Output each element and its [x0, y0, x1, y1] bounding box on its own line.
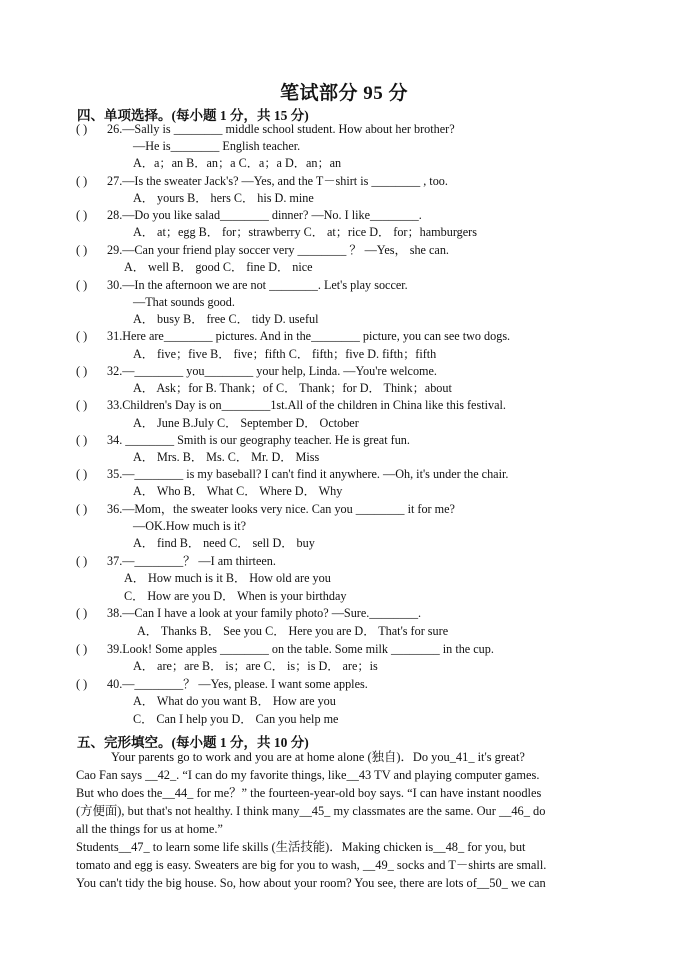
- question-stem: 36.—Mom，the sweater looks very nice. Can you ________ it for me?: [107, 502, 455, 516]
- question-option-line: A． yours B． hers C． his D. mine: [133, 191, 314, 205]
- cloze-text-line: Your parents go to work and you are at home alone (独自)．Do you_41_ it's great?: [111, 750, 525, 764]
- answer-bracket: ( ): [76, 502, 88, 516]
- answer-bracket: ( ): [76, 554, 88, 568]
- question-option-line: A． Ask；for B. Thank；of C． Thank；for D． Think；about: [133, 381, 452, 395]
- question-stem: 39.Look! Some apples ________ on the table. Some milk ________ in the cup.: [107, 642, 494, 656]
- answer-bracket: ( ): [76, 677, 88, 691]
- question-option-line: A．a；an B．an；a C．a；a D．an；an: [133, 156, 342, 170]
- question-stem: 38.—Can I have a look at your family photo? —Sure.________.: [107, 606, 422, 620]
- question-stem: 28.—Do you like salad________ dinner? —No. I like________.: [107, 208, 422, 222]
- question-stem: 31.Here are________ pictures. And in the________ picture, you can see two dogs.: [107, 329, 511, 343]
- question-stem: 33.Children's Day is on________1st.All of the children in China like this festival.: [107, 398, 506, 412]
- question-stem: 26.—Sally is ________ middle school student. How about her brother?: [107, 122, 455, 136]
- question-stem: 35.—________ is my baseball? I can't find it anywhere. —Oh, it's under the chair.: [107, 467, 509, 481]
- question-option-line: A． June B.July C． September D． October: [133, 416, 359, 430]
- question-option-line: A． How much is it B． How old are you: [124, 571, 331, 585]
- question-option-line: C． How are you D． When is your birthday: [124, 589, 347, 603]
- question-option-line: C． Can I help you D． Can you help me: [133, 712, 339, 726]
- question-option-line: A． Who B． What C． Where D． Why: [133, 484, 343, 498]
- question-stem: 32.—________ you________ your help, Linda. —You're welcome.: [107, 364, 437, 378]
- question-stem: 29.—Can your friend play soccer very ________ ？ —Yes， she can.: [107, 243, 449, 257]
- question-option-line: A． are；are B． is；are C． is；is D． are；is: [133, 659, 378, 673]
- answer-bracket: ( ): [76, 642, 88, 656]
- question-option-line: A． well B． good C． fine D． nice: [124, 260, 313, 274]
- question-option-line: A． Mrs. B． Ms. C． Mr. D． Miss: [133, 450, 320, 464]
- answer-bracket: ( ): [76, 467, 88, 481]
- cloze-text-line: But who does the__44_ for me？” the fourteen-year-old boy says. “I can have instant noodles: [76, 786, 542, 800]
- answer-bracket: ( ): [76, 243, 88, 257]
- answer-bracket: ( ): [76, 329, 88, 343]
- cloze-text-line: Cao Fan says __42_. “I can do my favorite things, like__43 TV and playing computer games.: [76, 768, 540, 782]
- cloze-text-line: (方便面), but that's not healthy. I think many__45_ my classmates are the same. Our __46_ do: [76, 804, 546, 818]
- question-stem: 34. ________ Smith is our geography teacher. He is great fun.: [107, 433, 410, 447]
- question-option-line: A． busy B． free C． tidy D. useful: [133, 312, 319, 326]
- section-4-heading: 四、单项选择。(每小题 1 分，共 15 分): [77, 108, 309, 123]
- question-stem: 30.—In the afternoon we are not ________. Let's play soccer.: [107, 278, 408, 292]
- question-option-line: A． Thanks B． See you C． Here you are D． That's for sure: [137, 624, 449, 638]
- question-stem: 40.—________？ —Yes, please. I want some apples.: [107, 677, 368, 691]
- question-option-line: A． at；egg B． for；strawberry C． at；rice D． for；hamburgers: [133, 225, 477, 239]
- answer-bracket: ( ): [76, 364, 88, 378]
- question-option-line: A． What do you want B． How are you: [133, 694, 336, 708]
- page-title: 笔试部分 95 分: [279, 83, 408, 104]
- question-stem: 37.—________？ —I am thirteen.: [107, 554, 276, 568]
- answer-bracket: ( ): [76, 208, 88, 222]
- answer-bracket: ( ): [76, 433, 88, 447]
- question-option-line: —He is________ English teacher.: [133, 139, 301, 153]
- question-option-line: —That sounds good.: [133, 295, 235, 309]
- answer-bracket: ( ): [76, 398, 88, 412]
- section-5-heading: 五、完形填空。(每小题 1 分，共 10 分): [77, 735, 309, 750]
- answer-bracket: ( ): [76, 278, 88, 292]
- question-option-line: —OK.How much is it?: [133, 519, 247, 533]
- cloze-text-line: tomato and egg is easy. Sweaters are big for you to wash, __49_ socks and T－shirts are small.: [76, 858, 547, 872]
- cloze-text-line: You can't tidy the big house. So, how about your room? You see, there are lots of__50_ we can: [76, 876, 546, 890]
- question-stem: 27.—Is the sweater Jack's? —Yes, and the T－shirt is ________ , too.: [107, 174, 448, 188]
- answer-bracket: ( ): [76, 606, 88, 620]
- answer-bracket: ( ): [76, 122, 88, 136]
- question-option-line: A． find B． need C． sell D． buy: [133, 536, 315, 550]
- answer-bracket: ( ): [76, 174, 88, 188]
- cloze-text-line: all the things for us at home.”: [76, 822, 223, 836]
- question-option-line: A． five；five B． five；fifth C． fifth；five D. fifth；fifth: [133, 347, 437, 361]
- cloze-text-line: Students__47_ to learn some life skills (生活技能)．Making chicken is__48_ for you, but: [76, 840, 526, 854]
